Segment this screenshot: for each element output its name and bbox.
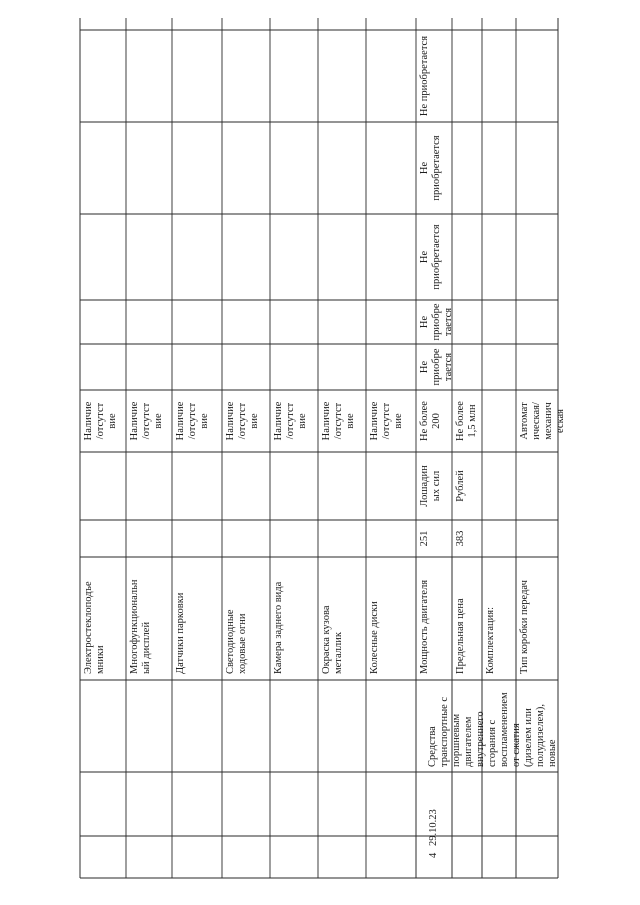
cell-value: Автомат ическая/ механич еская (519, 402, 566, 440)
cell-unit: Рублей (455, 470, 466, 502)
cell-name: Тип коробки передач (519, 580, 530, 674)
cell-col1: Не приобре тается (419, 348, 454, 386)
cell-value: Наличие /отсутст вие (225, 401, 260, 441)
cell-value: Наличие /отсутст вие (369, 401, 404, 441)
cell-value: Не более 200 (419, 401, 442, 441)
row-category: Средства транспортные с поршневым двигателем внутреннего сгорания с воспламенением от сжатия (дизелем или полудизелем), новые (427, 692, 558, 767)
cell-code: 383 (455, 530, 466, 547)
cell-col5: Не приобретается (419, 35, 430, 117)
cell-name: Многофункциональн ый дисплей (129, 579, 152, 674)
cell-value: Наличие /отсутст вие (273, 401, 308, 441)
cell-name: Окраска кузова металлик (321, 605, 344, 674)
cell-value: Не более 1,5 млн (455, 401, 478, 441)
cell-name: Предельная цена (455, 598, 466, 674)
row-number: 4 (428, 852, 439, 858)
row-date: 29.10.23 (428, 809, 439, 846)
cell-name: Светодиодные ходовые огни (225, 609, 248, 674)
cell-value: Наличие /отсутст вие (129, 401, 164, 441)
cell-name: Камера заднего вида (273, 581, 284, 674)
cell-unit: Лошадин ых сил (419, 465, 442, 507)
cell-value: Наличие /отсутст вие (321, 401, 356, 441)
cell-name: Колесные диски (369, 601, 380, 674)
cell-value: Наличие /отсутст вие (175, 401, 210, 441)
cell-name: Электростеклоподъе мники (83, 581, 106, 674)
cell-name: Комплектация: (485, 606, 496, 674)
cell-name: Мощность двигателя (419, 579, 430, 674)
cell-col4: Не приобретается (419, 135, 442, 201)
cell-col2: Не приобре тается (419, 303, 454, 341)
cell-code: 251 (419, 530, 430, 547)
cell-col3: Не приобретается (419, 224, 442, 290)
cell-name: Датчики парковки (175, 592, 186, 674)
cell-value: Наличие /отсутст вие (83, 401, 118, 441)
